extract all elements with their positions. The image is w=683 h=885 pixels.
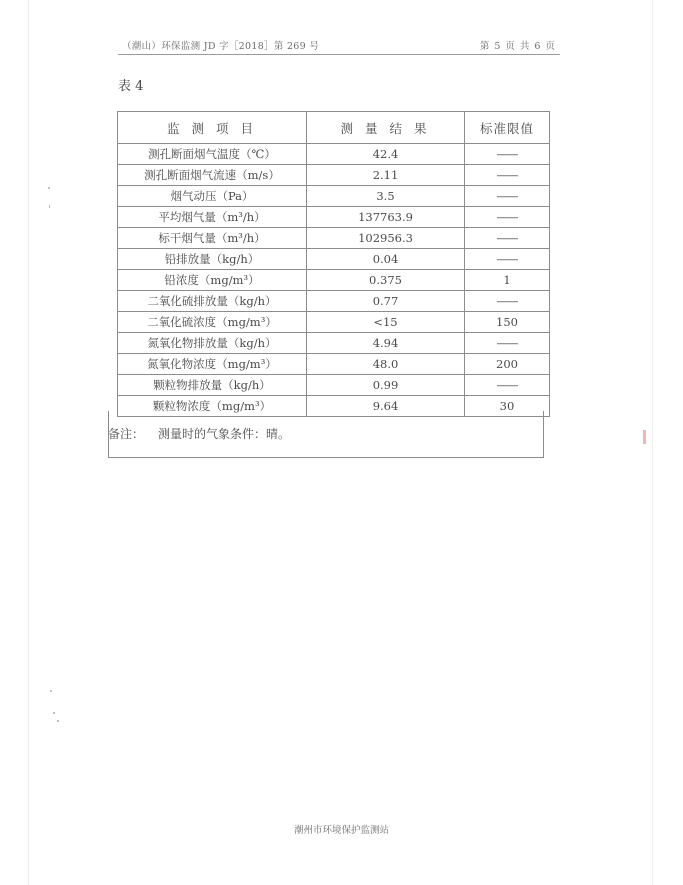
remarks-label: 备注： [108,427,145,441]
cell-result: 3.5 [307,186,465,207]
cell-item: 烟气动压（Pa） [118,186,307,207]
column-header-limit: 标准限值 [465,112,550,144]
stamp-edge-mark [643,430,646,444]
cell-item: 氮氧化物浓度（mg/m³） [118,354,307,375]
scan-speck [53,712,55,714]
cell-result: 48.0 [307,354,465,375]
document-number: （潮山）环保监测 JD 字［2018］第 269 号 [122,41,320,52]
table-row [118,207,550,228]
table-row [118,333,550,354]
cell-limit: —— [465,165,550,186]
cell-item: 二氧化硫浓度（mg/m³） [118,312,307,333]
cell-limit: 200 [465,354,550,375]
cell-result: <15 [307,312,465,333]
cell-limit: —— [465,249,550,270]
cell-limit: —— [465,375,550,396]
cell-result: 102956.3 [307,228,465,249]
remarks-text: 测量时的气象条件：晴。 [158,427,291,441]
report-header [118,38,560,55]
scan-speck [50,690,52,692]
cell-result: 137763.9 [307,207,465,228]
table-row [118,165,550,186]
cell-item: 铅排放量（kg/h） [118,249,307,270]
cell-limit: —— [465,144,550,165]
table-row [118,249,550,270]
cell-item: 测孔断面烟气温度（℃） [118,144,307,165]
cell-result: 42.4 [307,144,465,165]
table-row [118,291,550,312]
cell-item: 颗粒物排放量（kg/h） [118,375,307,396]
cell-result: 0.04 [307,249,465,270]
table-row [118,144,550,165]
cell-limit: —— [465,291,550,312]
cell-item: 测孔断面烟气流速（m/s） [118,165,307,186]
remarks [108,425,290,442]
table-header-row [118,112,550,144]
cell-result: 4.94 [307,333,465,354]
column-header-item: 监 测 项 目 [118,112,307,144]
cell-item: 二氧化硫排放量（kg/h） [118,291,307,312]
cell-result: 9.64 [307,396,465,417]
issuer-footer: 潮州市环境保护监测站 [293,825,389,836]
cell-limit: —— [465,333,550,354]
page-edge-right [652,0,653,885]
scan-speck [57,720,59,722]
cell-result: 0.99 [307,375,465,396]
cell-limit: —— [465,207,550,228]
table-row [118,375,550,396]
table-row [118,228,550,249]
cell-item: 平均烟气量（m³/h） [118,207,307,228]
cell-limit: —— [465,228,550,249]
page-number: 第 5 页 共 6 页 [479,41,556,52]
table-row [118,354,550,375]
cell-limit: 1 [465,270,550,291]
cell-item: 氮氧化物排放量（kg/h） [118,333,307,354]
table-row [118,186,550,207]
column-header-result: 测 量 结 果 [307,112,465,144]
cell-limit: 150 [465,312,550,333]
cell-item: 颗粒物浓度（mg/m³） [118,396,307,417]
cell-item: 标干烟气量（m³/h） [118,228,307,249]
monitoring-table [117,111,550,417]
cell-result: 0.77 [307,291,465,312]
table-caption: 表 4 [118,79,144,94]
cell-item: 铅浓度（mg/m³） [118,270,307,291]
scan-speck [48,187,50,189]
cell-result: 0.375 [307,270,465,291]
cell-limit: 30 [465,396,550,417]
table-row [118,312,550,333]
scan-speck [49,205,50,208]
table-row [118,270,550,291]
cell-result: 2.11 [307,165,465,186]
cell-limit: —— [465,186,550,207]
page-edge-left [28,0,29,885]
